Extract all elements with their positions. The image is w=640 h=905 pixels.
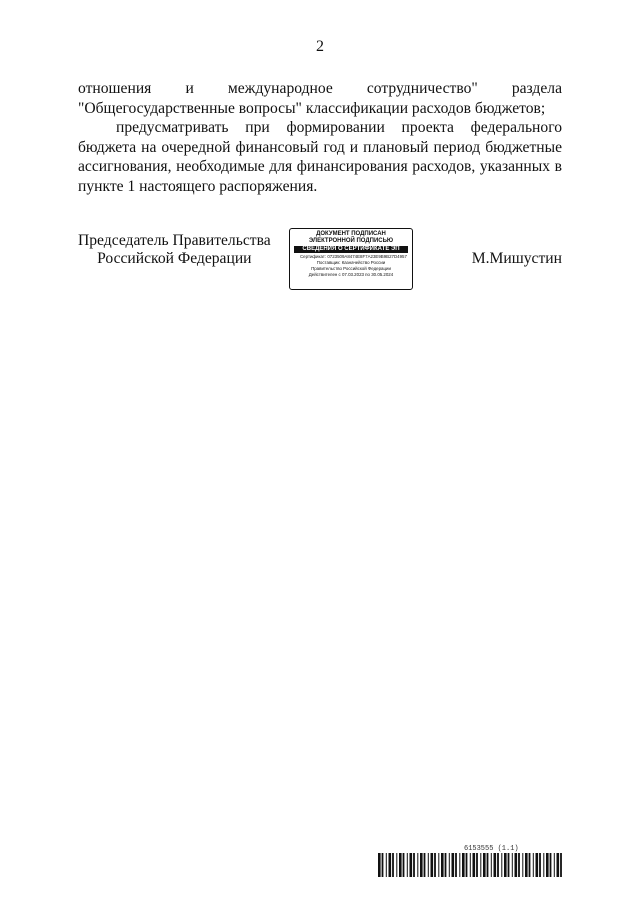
stamp-certificate-number: 0723509A8474E8F7A23E9B9B27D4957 [327,254,407,259]
signatory-position-line2: Российской Федерации [97,250,252,267]
document-code: 6153555 (1.1) [464,845,519,853]
signatory-position [78,232,271,268]
stamp-validity: Действителен с 07.03.2023 по 30.05.2024 [308,272,394,277]
paragraph-1: отношения и международное сотрудничество" раздела "Общегосударственные вопросы" классификации расходов бюджетов; [78,80,562,117]
document-body [78,79,562,196]
page-number: 2 [316,38,324,55]
stamp-certificate-header: СВЕДЕНИЯ О СЕРТИФИКАТЕ ЭП [294,246,408,253]
paragraph-2: предусматривать при формировании проекта федерального бюджета на очередной финансовый год и плановый период бюджетные ассигнования, необходимые для финансирования расходов, указанных в пункте 1 настоящего распоряжения. [78,119,562,195]
stamp-owner: Правительство Российской Федерации [311,266,391,271]
stamp-issuer: Поставщик: Казначейство России [316,260,386,265]
barcode [378,853,564,877]
signatory-position-line1: Председатель Правительства [78,232,271,249]
electronic-signature-stamp [289,228,413,290]
stamp-title-line2: ЭЛЕКТРОННОЙ ПОДПИСЬЮ [308,238,394,244]
stamp-certificate-label: Сертификат: [300,254,327,259]
stamp-title [290,231,412,245]
signatory-name: М.Мишустин [471,250,562,267]
stamp-title-line1: ДОКУМЕНТ ПОДПИСАН [316,231,386,237]
